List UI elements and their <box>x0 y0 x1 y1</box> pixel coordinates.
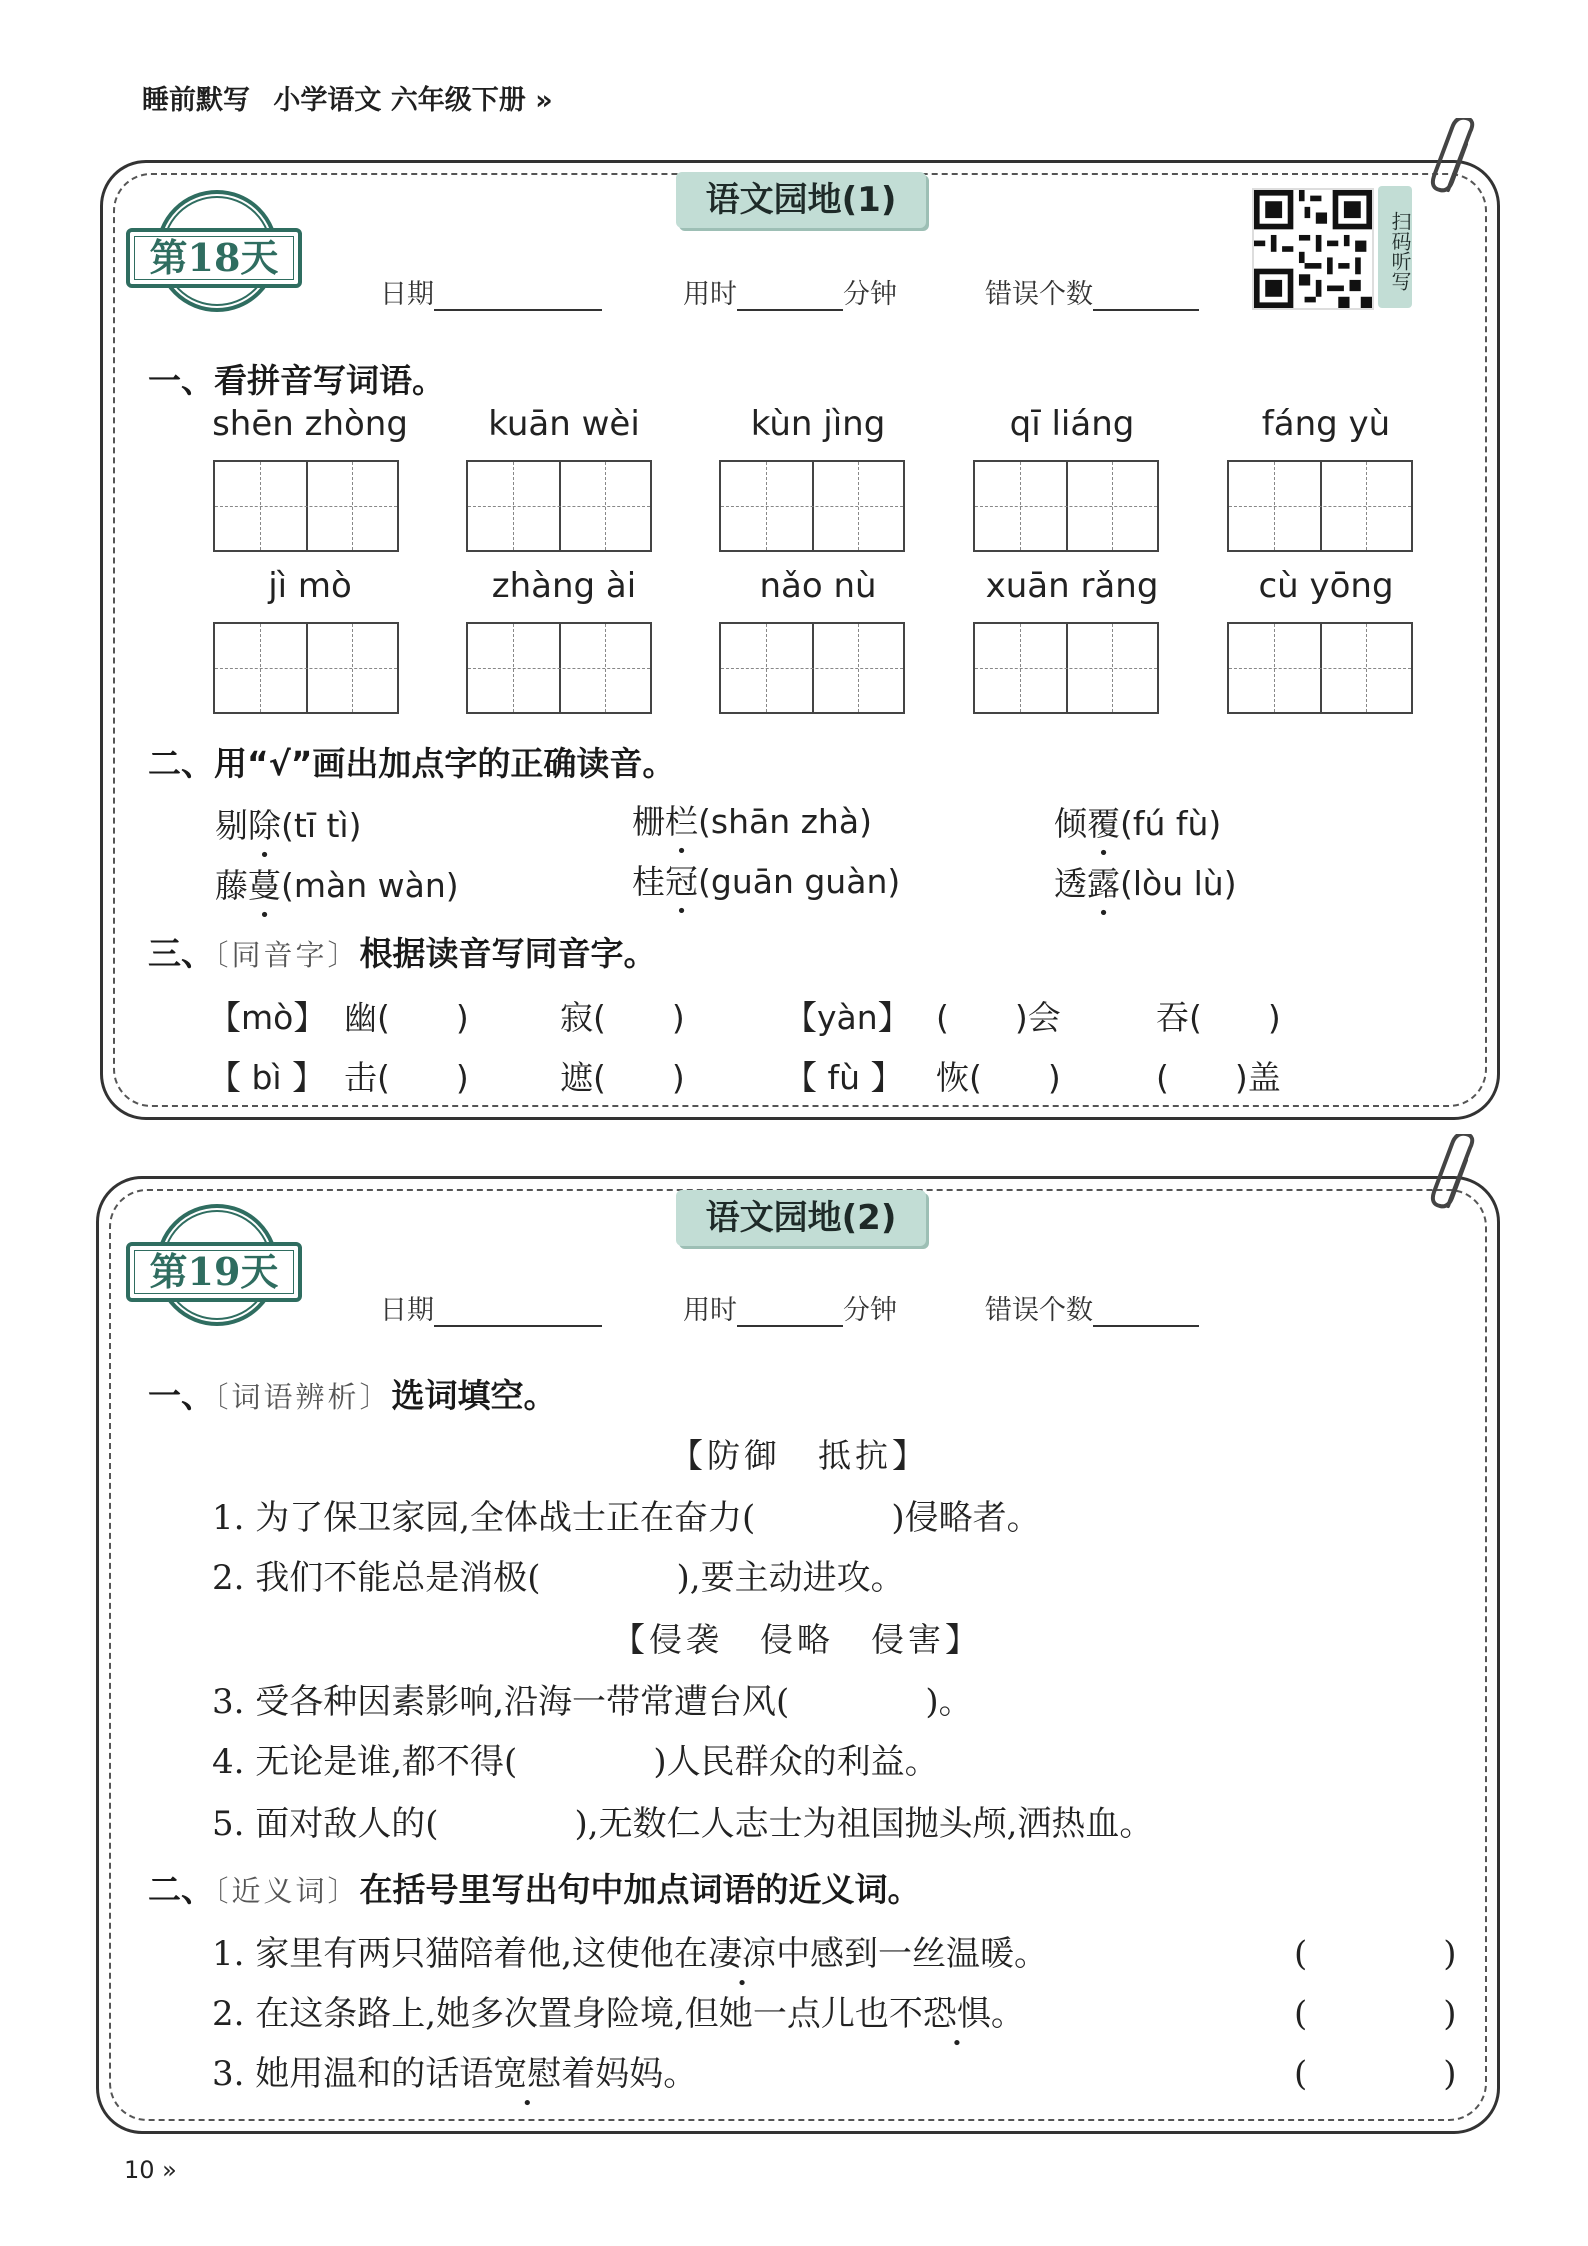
pinyin: qī liáng <box>1009 404 1135 444</box>
fill-blank-item: 2. 我们不能总是消极( ),要主动进攻。 <box>212 1558 905 1598</box>
errors-label: 错误个数 <box>985 279 1093 310</box>
page-number: 10 » <box>124 2156 177 2184</box>
homophone-blank[interactable]: 恢( ) <box>936 1058 1061 1097</box>
fill-blank-item: 3. 受各种因素影响,沿海一带常遭台风( )。 <box>212 1682 973 1722</box>
day18-date-field <box>380 272 602 311</box>
homophone-label: 【mò】 <box>208 998 327 1037</box>
day19-badge <box>126 1204 302 1354</box>
pinyin: zhàng ài <box>491 566 637 606</box>
day18-sec1-heading: 一、看拼音写词语。 <box>148 361 445 400</box>
homophone-blank[interactable]: 幽( ) <box>344 998 469 1037</box>
writing-grid[interactable] <box>1227 622 1413 714</box>
minutes-label: 分钟 <box>843 279 897 310</box>
day18-time-field <box>683 272 897 311</box>
date-label: 日期 <box>380 279 434 310</box>
day18-badge <box>126 190 302 340</box>
homophone-blank[interactable]: 寂( ) <box>560 998 685 1037</box>
day19-time-field <box>683 1288 897 1327</box>
homophone-label: 【yàn】 <box>784 998 911 1037</box>
writing-grid[interactable] <box>973 622 1159 714</box>
running-header <box>142 78 553 117</box>
day18-sec3-heading: 三、〔同音字〕根据读音写同音字。 <box>148 934 657 973</box>
synonym-tag: 〔近义词〕 <box>214 1874 360 1908</box>
paperclip-icon <box>1430 118 1484 198</box>
writing-grid[interactable] <box>719 622 905 714</box>
time-label: 用时 <box>683 1295 737 1326</box>
day19-errors-field <box>985 1288 1199 1327</box>
writing-grid[interactable] <box>213 460 399 552</box>
day18-errors-field <box>985 272 1199 311</box>
homophone-blank[interactable]: ( )盖 <box>1156 1058 1281 1097</box>
pinyin: shēn zhòng <box>212 404 408 444</box>
writing-grid[interactable] <box>466 622 652 714</box>
qr-code-icon[interactable] <box>1252 188 1374 310</box>
day19-sec2-heading: 二、〔近义词〕在括号里写出句中加点词语的近义词。 <box>148 1870 921 1909</box>
fill-blank-item: 1. 为了保卫家园,全体战士正在奋力( )侵略者。 <box>212 1498 1041 1538</box>
reading-item: 桂冠(guān guàn) <box>632 862 901 901</box>
pinyin: nǎo nù <box>759 566 877 606</box>
reading-item: 透露(lòu lù) <box>1054 864 1237 903</box>
minutes-label: 分钟 <box>843 1295 897 1326</box>
word-bank: 【侵袭 侵略 侵害】 <box>612 1620 982 1659</box>
answer-blank[interactable]: ( ) <box>1294 1994 1457 2034</box>
day18-badge-text: 第18天 <box>149 235 279 280</box>
reading-item: 藤蔓(màn wàn) <box>215 866 459 905</box>
time-label: 用时 <box>683 279 737 310</box>
book-subtitle: 小学语文 六年级下册 » <box>273 85 553 116</box>
word-analysis-tag: 〔词语辨析〕 <box>214 1380 392 1414</box>
pinyin: kùn jìng <box>750 404 886 444</box>
book-title: 睡前默写 <box>142 85 250 116</box>
homophone-tag: 〔同音字〕 <box>214 938 360 972</box>
writing-grid[interactable] <box>719 460 905 552</box>
pinyin: jì mò <box>268 566 352 606</box>
word-bank: 【防御 抵抗】 <box>670 1436 929 1475</box>
pinyin: fáng yù <box>1261 404 1391 444</box>
fill-blank-item: 4. 无论是谁,都不得( )人民群众的利益。 <box>212 1742 939 1782</box>
synonym-item: 1. 家里有两只猫陪着他,这使他在凄凉中感到一丝温暖。 <box>212 1934 1049 1974</box>
homophone-label: 【 bì 】 <box>208 1058 326 1097</box>
errors-label: 错误个数 <box>985 1295 1093 1326</box>
writing-grid[interactable] <box>1227 460 1413 552</box>
day19-sec1-heading: 一、〔词语辨析〕选词填空。 <box>148 1376 557 1415</box>
synonym-item: 3. 她用温和的话语宽慰着妈妈。 <box>212 2054 698 2094</box>
pinyin: xuān rǎng <box>985 566 1159 606</box>
day19-date-field <box>380 1288 602 1327</box>
day19-title: 语文园地(2) <box>676 1190 926 1246</box>
homophone-blank[interactable]: 击( ) <box>344 1058 469 1097</box>
pinyin: kuān wèi <box>488 404 640 444</box>
paperclip-icon <box>1430 1134 1484 1214</box>
homophone-blank[interactable]: ( )会 <box>936 998 1061 1037</box>
date-label: 日期 <box>380 1295 434 1326</box>
day18-sec2-heading: 二、用“√”画出加点字的正确读音。 <box>148 744 676 783</box>
writing-grid[interactable] <box>466 460 652 552</box>
homophone-blank[interactable]: 遮( ) <box>560 1058 685 1097</box>
pinyin: cù yōng <box>1258 566 1394 606</box>
reading-item: 剔除(tī tì) <box>215 806 362 845</box>
writing-grid[interactable] <box>973 460 1159 552</box>
fill-blank-item: 5. 面对敌人的( ),无数仁人志士为祖国抛头颅,洒热血。 <box>212 1804 1154 1844</box>
homophone-label: 【 fù 】 <box>784 1058 904 1097</box>
synonym-item: 2. 在这条路上,她多次置身险境,但她一点儿也不恐惧。 <box>212 1994 1025 2034</box>
day18-title: 语文园地(1) <box>676 172 926 228</box>
day19-badge-text: 第19天 <box>149 1249 279 1294</box>
reading-item: 倾覆(fú fù) <box>1054 804 1222 843</box>
answer-blank[interactable]: ( ) <box>1294 2054 1457 2094</box>
reading-item: 栅栏(shān zhà) <box>632 802 872 841</box>
homophone-blank[interactable]: 吞( ) <box>1156 998 1281 1037</box>
scan-to-listen-label: 扫码听写 <box>1378 186 1412 308</box>
writing-grid[interactable] <box>213 622 399 714</box>
answer-blank[interactable]: ( ) <box>1294 1934 1457 1974</box>
